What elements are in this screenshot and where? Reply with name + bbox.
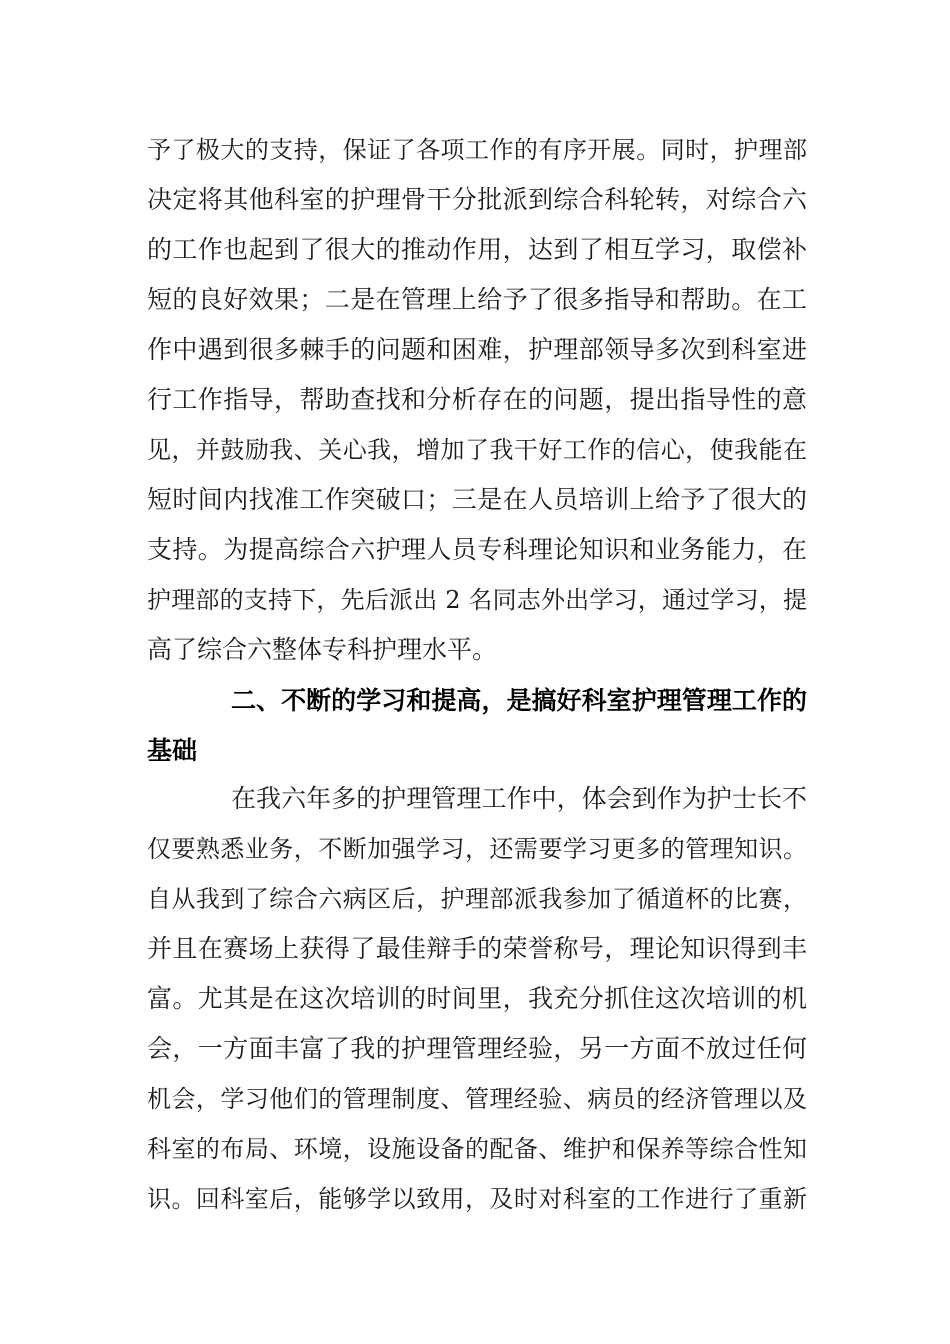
paragraph-line: 护理部的支持下，先后派出 2 名同志外出学习，通过学习，提 xyxy=(147,586,807,614)
paragraph-line: 的工作也起到了很大的推动作用，达到了相互学习，取偿补 xyxy=(147,235,807,264)
paragraph-line: 会，一方面丰富了我的护理管理经验，另一方面不放过任何 xyxy=(147,1034,807,1063)
paragraph-line: 科室的布局、环境，设施设备的配备、维护和保养等综合性知 xyxy=(147,1135,807,1163)
paragraph-line: 见，并鼓励我、关心我，增加了我干好工作的信心，使我能在 xyxy=(147,436,807,464)
paragraph-line: 在我六年多的护理管理工作中，体会到作为护士长不 xyxy=(231,784,807,813)
paragraph-line: 予了极大的支持，保证了各项工作的有序开展。同时，护理部 xyxy=(147,136,807,164)
paragraph-line: 决定将其他科室的护理骨干分批派到综合科轮转，对综合六 xyxy=(147,185,807,214)
paragraph-line: 支持。为提高综合六护理人员专科理论知识和业务能力，在 xyxy=(147,535,807,564)
section-heading-continued: 基础 xyxy=(147,736,198,765)
paragraph-line: 短的良好效果；二是在管理上给予了很多指导和帮助。在工 xyxy=(147,285,807,314)
paragraph-line: 行工作指导，帮助查找和分析存在的问题，提出指导性的意 xyxy=(147,385,807,414)
paragraph-line: 并且在赛场上获得了最佳辩手的荣誉称号，理论知识得到丰 xyxy=(147,934,807,963)
paragraph-line: 富。尤其是在这次培训的时间里，我充分抓住这次培训的机 xyxy=(147,984,807,1013)
paragraph-line: 自从我到了综合六病区后，护理部派我参加了循道杯的比赛， xyxy=(147,885,807,913)
paragraph-line: 机会，学习他们的管理制度、管理经验、病员的经济管理以及 xyxy=(147,1085,807,1113)
paragraph-line: 识。回科室后，能够学以致用，及时对科室的工作进行了重新 xyxy=(147,1185,807,1213)
section-heading: 二、不断的学习和提高，是搞好科室护理管理工作的 xyxy=(231,686,807,715)
paragraph-line: 短时间内找准工作突破口；三是在人员培训上给予了很大的 xyxy=(147,485,807,514)
paragraph-line: 作中遇到很多棘手的问题和困难，护理部领导多次到科室进 xyxy=(147,335,807,364)
paragraph-line: 仅要熟悉业务，不断加强学习，还需要学习更多的管理知识。 xyxy=(147,835,807,863)
paragraph-line: 高了综合六整体专科护理水平。 xyxy=(147,635,498,664)
